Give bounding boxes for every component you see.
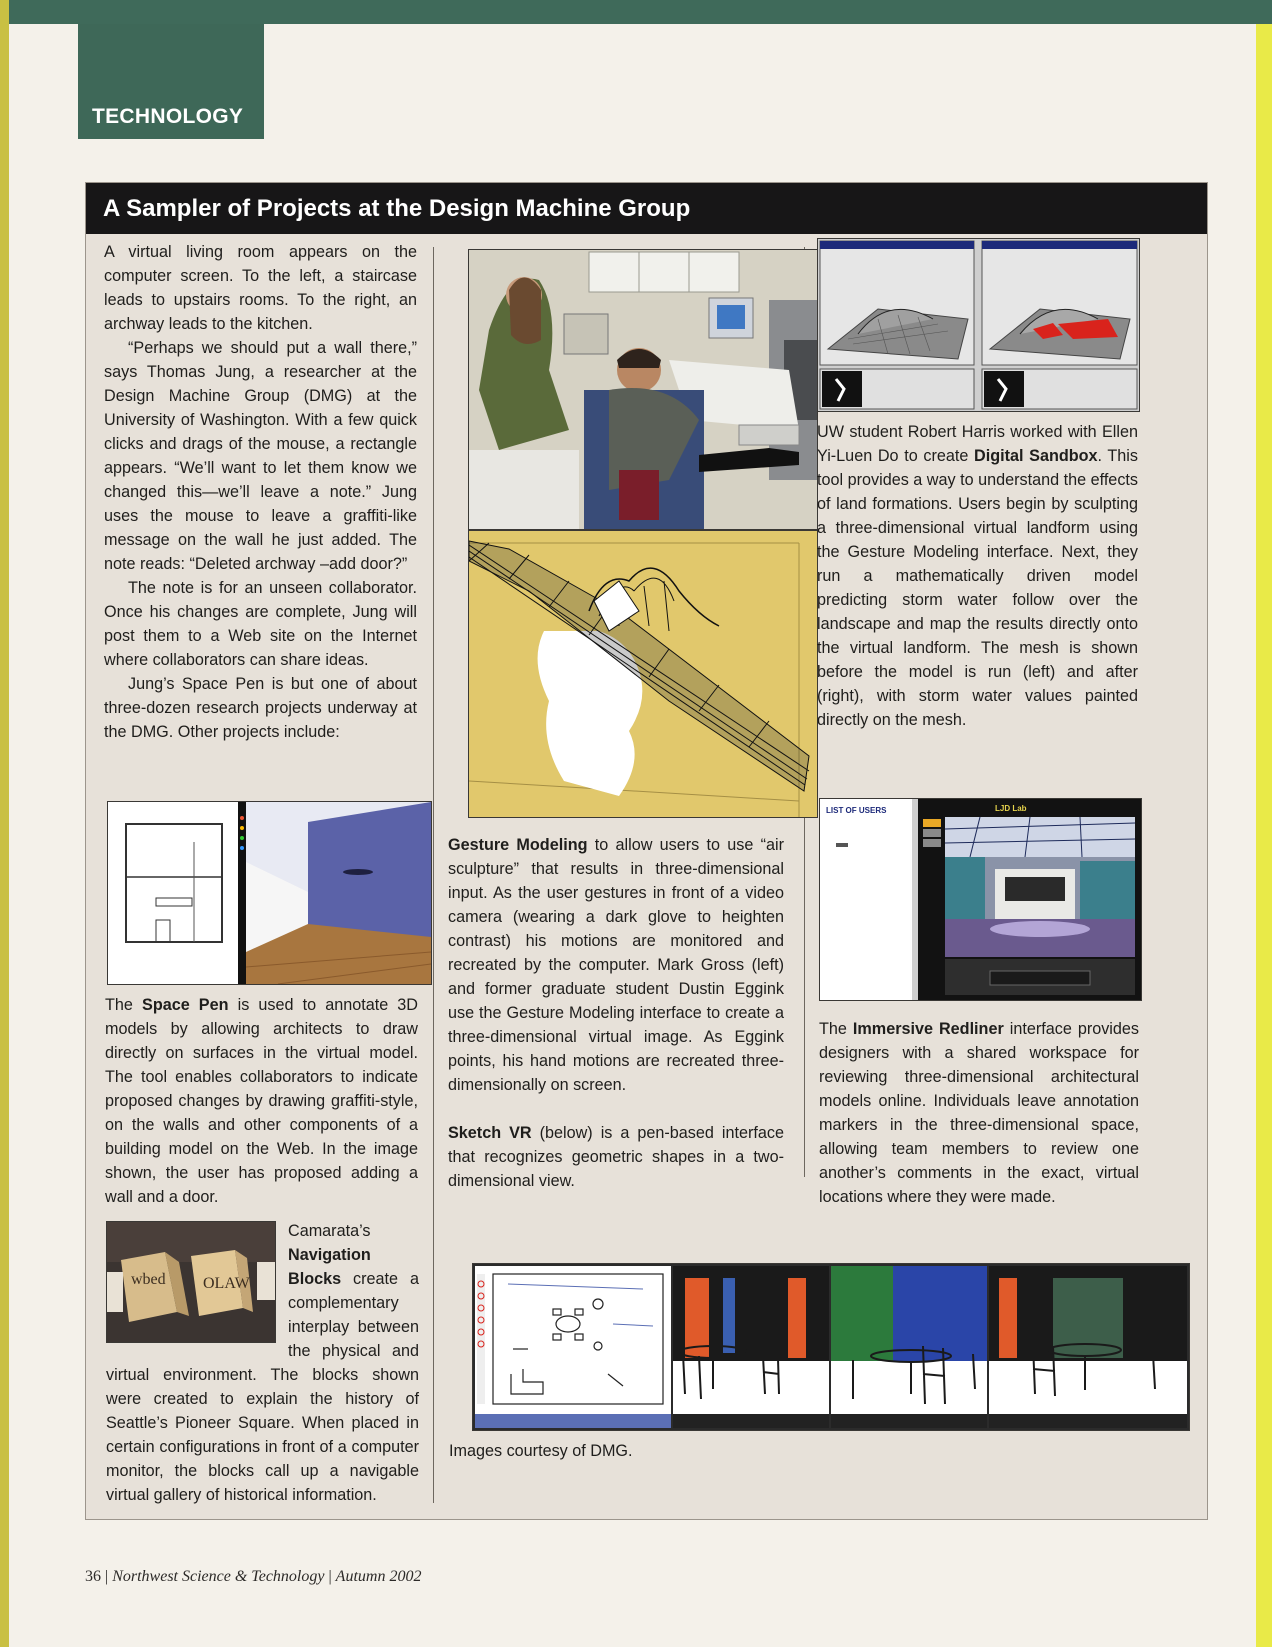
image-credit: Images courtesy of DMG. — [449, 1442, 633, 1460]
gesture-modeling-name: Gesture Modeling — [448, 836, 588, 854]
right-page-edge — [1256, 24, 1272, 1647]
space-pen-body: is used to annotate 3D models by allowing architects to draw directly on surfaces in the virtual model. The tool enables collaborators to indicate proposed changes by drawing graffiti-style, on the walls and other components of a building model on the Web. In the image shown, the user has proposed adding a wall and a door. — [105, 996, 418, 1206]
panel-title: A Sampler of Projects at the Design Machine Group — [86, 183, 1207, 234]
publication-name: Northwest Science & Technology — [112, 1568, 325, 1585]
top-color-bar — [0, 0, 1272, 24]
space-pen-text — [105, 993, 418, 1209]
digital-sandbox-text — [817, 420, 1138, 732]
intro-paragraph-3: The note is for an unseen collaborator. Once his changes are complete, Jung will post them to a Web site on the Internet where collaborators can share ideas. — [104, 579, 417, 669]
intro-paragraph-1: A virtual living room appears on the computer screen. To the left, a staircase leads to upstairs rooms. To the right, an archway leads to the kitchen. — [104, 243, 417, 333]
immersive-redliner-lead: The — [819, 1020, 847, 1038]
digital-sandbox-image — [817, 238, 1140, 412]
intro-paragraph-2: “Perhaps we should put a wall there,” says Thomas Jung, a researcher at the Design Machine Group (DMG) at the University of Washington. With a few quick clicks and drags of the mouse, a rectangle appears. “We’ll want to let them know we changed this—we’ll leave a note.” Jung uses the mouse to leave a graffiti-like message on the wall he just added. The note reads: “Deleted archway –add door?” — [104, 339, 417, 573]
navigation-blocks-name: Navigation Blocks — [288, 1246, 371, 1288]
section-tab-label: TECHNOLOGY — [92, 105, 244, 128]
immersive-redliner-body: interface provides designers with a shared workspace for reviewing three-dimensional architectural models online. Individuals leave annotation markers in the three-dimensional space, allowing team members to review one another’s comments in the exact, virtual locations where they were made. — [819, 1020, 1140, 1206]
gesture-modeling-body: to allow users to use “air sculpture” that results in three-dimensional input. As the user gestures in front of a video camera (wearing a dark glove to heighten contrast) his motions are monitored and recreated by the computer. Mark Gross (left) and former graduate student Dustin Eggink use the Gesture Modeling interface to create a three-dimensional virtual image. As Eggink points, his hand motions are recreated three-dimensionally on screen. — [448, 836, 784, 1094]
intro-paragraph-4: Jung’s Space Pen is but one of about three-dozen research projects underway at the DMG. Other projects include: — [104, 675, 417, 741]
footer-separator-2: | — [328, 1568, 332, 1585]
gesture-modeling-photo — [468, 249, 818, 530]
sketch-vr-name: Sketch VR — [448, 1124, 532, 1142]
immersive-redliner-image — [819, 798, 1142, 1001]
space-pen-image — [107, 801, 432, 985]
sampler-panel — [85, 182, 1208, 1520]
left-page-edge — [0, 0, 9, 1647]
page-number: 36 — [85, 1568, 101, 1585]
gesture-mesh-render — [468, 530, 818, 818]
space-pen-lead: The — [105, 996, 133, 1014]
space-pen-name: Space Pen — [142, 996, 229, 1014]
digital-sandbox-lead: UW student Robert Harris worked with Ellen Yi-Luen Do to create — [817, 423, 1138, 465]
navigation-blocks-body: create a complementary interplay between the physical and virtual environment. The blocks shown were created to explain the history of Seattle’s Pioneer Square. When placed in certain configurations in front of a computer monitor, the blocks call up a navigable virtual gallery of historical information. — [106, 1270, 419, 1504]
footer-separator-1: | — [105, 1568, 109, 1585]
page-footer — [85, 1568, 421, 1586]
immersive-redliner-name: Immersive Redliner — [852, 1020, 1004, 1038]
navigation-blocks-text — [106, 1219, 419, 1507]
digital-sandbox-name: Digital Sandbox — [974, 447, 1098, 465]
navigation-blocks-lead: Camarata’s — [288, 1222, 371, 1240]
immersive-redliner-text — [819, 1017, 1139, 1209]
digital-sandbox-body: . This tool provides a way to understand the effects of land formations. Users begin by sculpting a three-dimensional virtual landform using the Gesture Modeling interface. Next, they run a mathematically driven model predicting storm water follow over the landscape and map the results directly onto the virtual landform. The mesh is shown before the model is run (left) and after (right), with storm water values painted directly on the mesh. — [817, 447, 1138, 729]
intro-text — [104, 240, 417, 744]
redliner-list-title: LIST OF USERS — [826, 806, 887, 815]
sketch-vr-image — [472, 1263, 1190, 1431]
gesture-modeling-text — [448, 833, 784, 1193]
block-label-1: wbed — [131, 1271, 166, 1288]
section-tab — [78, 24, 264, 139]
navigation-blocks-image — [106, 1221, 276, 1343]
block-label-2: OLAW — [203, 1275, 250, 1292]
column-divider-left — [433, 247, 434, 1503]
sketch-vr-body: (below) is a pen-based interface that recognizes geometric shapes in a two-dimensional view. — [448, 1124, 784, 1190]
redliner-lab-title: LJD Lab — [995, 804, 1027, 813]
issue-date: Autumn 2002 — [335, 1568, 422, 1585]
